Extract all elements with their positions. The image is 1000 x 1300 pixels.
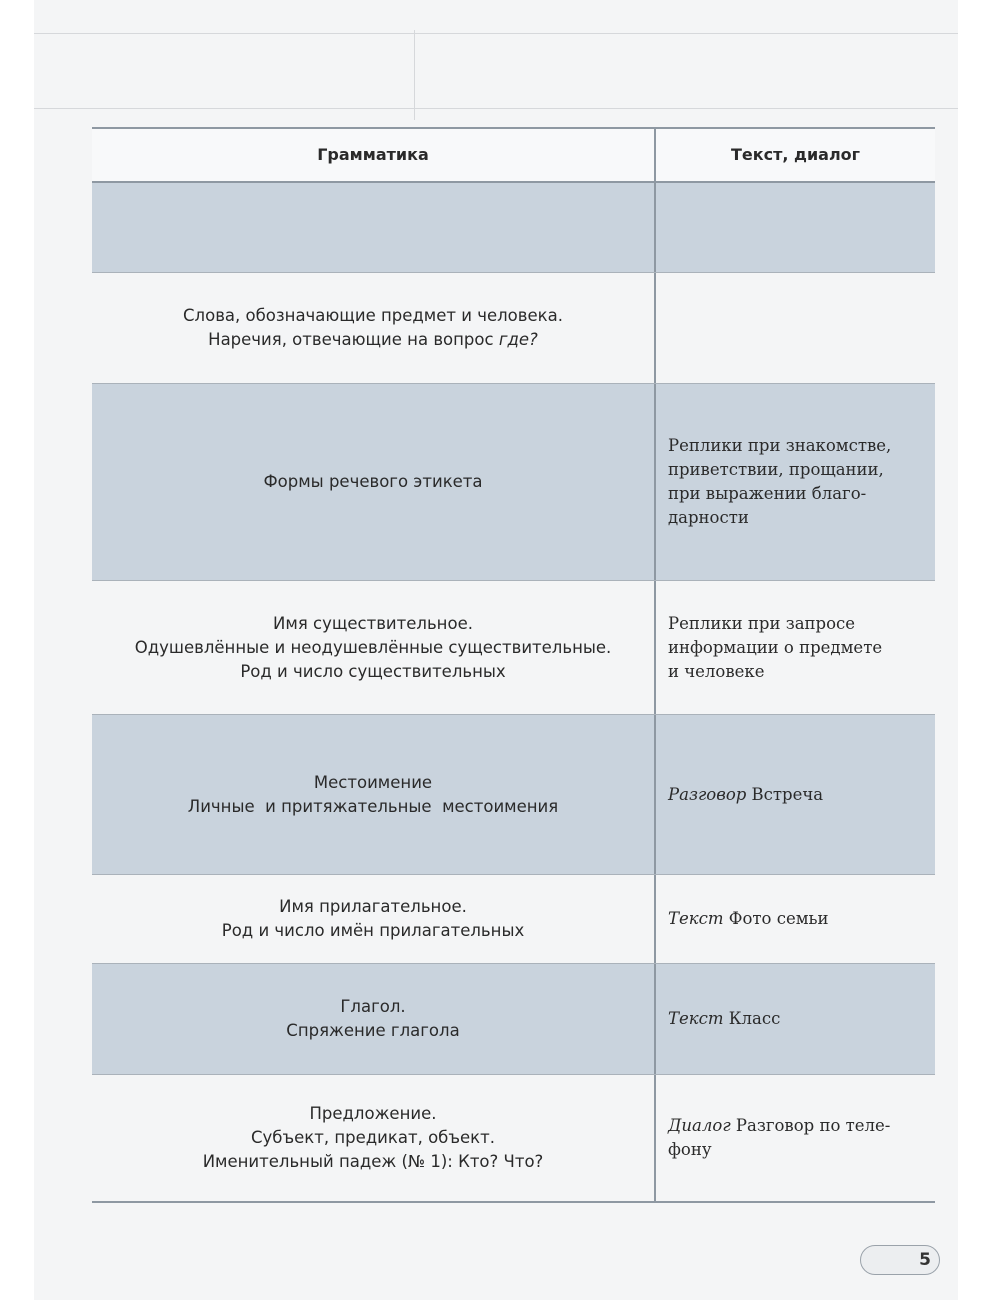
page-number-badge: [860, 1245, 940, 1275]
grammar-cell: [92, 875, 656, 963]
grammar-cell: [92, 384, 656, 580]
grammar-cell: [92, 581, 656, 714]
grammar-text-table: [92, 127, 935, 1203]
text-cell: [656, 1075, 935, 1201]
text-cell: [656, 875, 935, 963]
grammar-text-italic: где?: [498, 330, 538, 349]
book-page: [34, 0, 958, 1300]
text-cell: [656, 715, 935, 874]
grammar-line: Глагол.: [340, 997, 406, 1016]
table-row: [92, 384, 935, 581]
table-row: [92, 964, 935, 1075]
text-title: Встреча: [746, 784, 824, 804]
text-genre-italic: Диалог: [668, 1116, 731, 1135]
text-title: Класс: [723, 1009, 781, 1028]
grammar-line: Слова, обозначающие предмет и человека.: [183, 306, 563, 325]
grammar-line: Спряжение глагола: [286, 1021, 460, 1040]
text-cell: [656, 581, 935, 714]
text-line: Реплики при запросе: [668, 613, 856, 633]
text-cell: [656, 183, 935, 272]
table-row: [92, 273, 935, 384]
text-title: Разговор по теле-: [730, 1116, 891, 1135]
grammar-line: Формы речевого этикета: [263, 472, 483, 491]
grammar-cell: [92, 273, 656, 383]
grammar-cell: [92, 1075, 656, 1201]
text-line: фону: [668, 1140, 712, 1159]
grammar-cell: [92, 715, 656, 874]
text-line: и человеке: [668, 661, 765, 681]
grammar-line: Род и число существительных: [240, 661, 506, 681]
grammar-line: Субъект, предикат, объект.: [251, 1128, 495, 1147]
grammar-cell: [92, 964, 656, 1074]
grammar-line: Имя прилагательное.: [279, 897, 467, 916]
text-line: [668, 1114, 890, 1138]
grammar-line: Местоимение: [313, 772, 433, 792]
text-genre-italic: Текст: [668, 1009, 724, 1028]
table-row: [92, 715, 935, 875]
table-row: [92, 581, 935, 715]
show-through-rule: [414, 30, 415, 120]
grammar-line: [183, 328, 563, 352]
page-number: 5: [919, 1250, 931, 1270]
text-cell: [656, 273, 935, 383]
grammar-line: Имя существительное.: [273, 613, 473, 633]
text-genre-italic: Текст: [668, 909, 724, 928]
grammar-line: Именительный падеж (№ 1): Кто? Что?: [202, 1152, 544, 1171]
show-through-rule: [34, 33, 958, 34]
text-title: Фото семьи: [723, 909, 829, 928]
grammar-text: Наречия, отвечающие на вопрос: [208, 330, 499, 349]
header-text-dialog: Текст, диалог: [730, 145, 861, 164]
text-genre-italic: Разговор: [668, 784, 747, 804]
text-line: Реплики при знакомстве,: [668, 436, 892, 455]
grammar-line: Предложение.: [309, 1104, 437, 1123]
text-line: дарности: [668, 508, 749, 527]
text-line: приветствии, прощании,: [668, 460, 884, 479]
grammar-line: Одушевлённые и неодушевлённые существительные.: [134, 637, 612, 657]
text-cell: [656, 964, 935, 1074]
table-row: [92, 1075, 935, 1201]
show-through-rule: [34, 108, 958, 109]
table-row: [92, 875, 935, 964]
text-line: при выражении благо-: [668, 484, 867, 503]
header-grammar: Грамматика: [92, 129, 656, 181]
grammar-cell: [92, 183, 656, 272]
table-row: [92, 183, 935, 273]
grammar-line: Род и число имён прилагательных: [221, 921, 525, 940]
text-line: информации о предмете: [668, 637, 883, 657]
table-header-row: [92, 129, 935, 183]
text-cell: [656, 384, 935, 580]
grammar-line: Личные и притяжательные местоимения: [187, 796, 559, 816]
